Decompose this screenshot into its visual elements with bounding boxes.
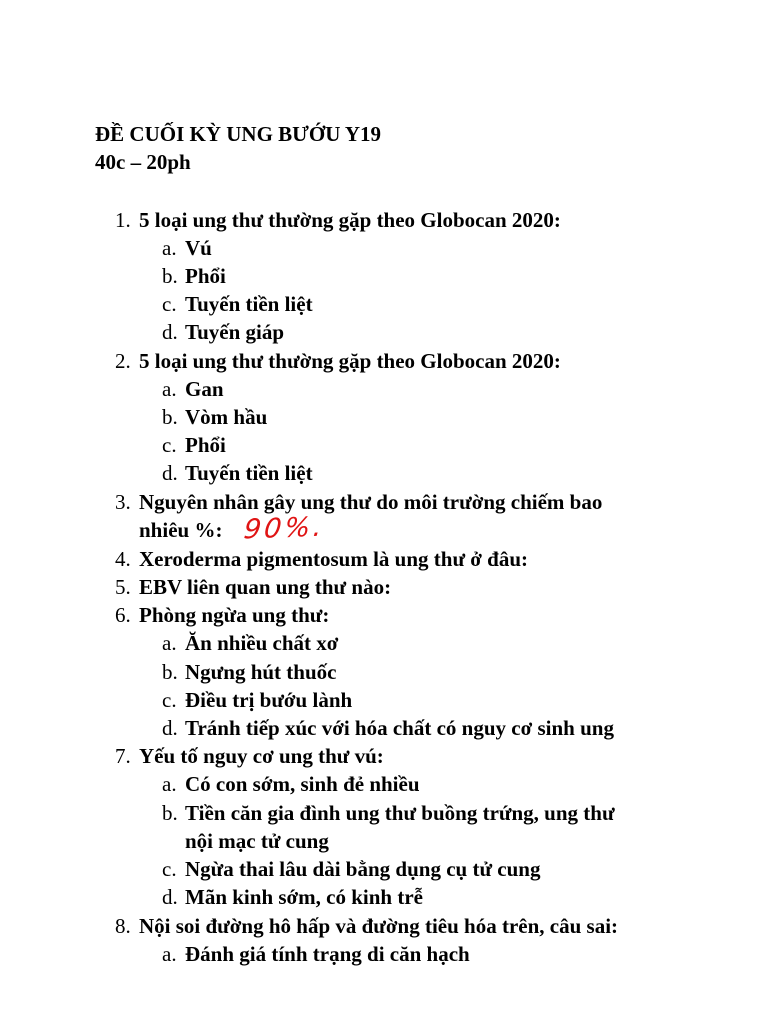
option-letter: c.	[162, 433, 177, 457]
exam-title: ĐỀ CUỐI KỲ UNG BƯỚU Y19	[95, 122, 382, 146]
option	[162, 799, 615, 827]
question-number: 3.	[115, 490, 131, 514]
option-text: Phổi	[185, 433, 226, 457]
option	[162, 855, 540, 883]
option-letter: c.	[162, 688, 177, 712]
option-text: Tuyến tiền liệt	[185, 461, 313, 485]
question-text: Nội soi đường hô hấp và đường tiêu hóa trên, câu sai:	[139, 914, 619, 938]
question-7	[115, 742, 384, 770]
option	[162, 714, 614, 742]
option-text: Ngưng hút thuốc	[185, 660, 337, 684]
question-number: 2.	[115, 349, 131, 373]
option	[162, 770, 420, 798]
option-text: Gan	[185, 377, 224, 401]
question-text: 5 loại ung thư thường gặp theo Globocan 2020:	[139, 208, 561, 232]
option-text: Tuyến tiền liệt	[185, 292, 313, 316]
option	[162, 375, 224, 403]
option-text: Tránh tiếp xúc với hóa chất có nguy cơ sinh ung	[185, 716, 614, 740]
option-letter: a.	[162, 942, 177, 966]
question-number: 7.	[115, 744, 131, 768]
option	[162, 459, 313, 487]
option-letter: d.	[162, 461, 178, 485]
question-number: 8.	[115, 914, 131, 938]
option	[162, 290, 313, 318]
question-text: EBV liên quan ung thư nào:	[139, 575, 392, 599]
option-letter: a.	[162, 377, 177, 401]
question-text: 5 loại ung thư thường gặp theo Globocan 2020:	[139, 349, 561, 373]
option	[162, 234, 212, 262]
option-text: Vòm hầu	[185, 405, 268, 429]
question-number: 1.	[115, 208, 131, 232]
question-text: Nguyên nhân gây ung thư do môi trường chiếm bao	[139, 490, 603, 514]
option-letter: b.	[162, 660, 178, 684]
option	[162, 262, 226, 290]
option-text: Mãn kinh sớm, có kinh trễ	[185, 885, 423, 909]
option-text: Tuyến giáp	[185, 320, 285, 344]
option	[162, 658, 336, 686]
option	[162, 318, 284, 346]
question-5	[115, 573, 391, 601]
option-letter: c.	[162, 292, 177, 316]
question-text: Xeroderma pigmentosum là ung thư ở đâu:	[139, 547, 529, 571]
option-text: Tiền căn gia đình ung thư buồng trứng, ung thư	[185, 801, 615, 825]
option	[162, 940, 470, 968]
option-text-continued: nội mạc tử cung	[185, 829, 329, 853]
option	[162, 686, 352, 714]
option	[162, 629, 338, 657]
option-letter: d.	[162, 320, 178, 344]
option-letter: a.	[162, 236, 177, 260]
question-8	[115, 912, 618, 940]
option-letter: b.	[162, 801, 178, 825]
question-2	[115, 347, 561, 375]
question-1	[115, 206, 561, 234]
option-letter: c.	[162, 857, 177, 881]
question-text: Yếu tố nguy cơ ung thư vú:	[139, 744, 384, 768]
question-4	[115, 545, 528, 573]
option	[162, 883, 423, 911]
option-text: Đánh giá tính trạng di căn hạch	[185, 942, 470, 966]
question-6	[115, 601, 329, 629]
exam-subtitle: 40c – 20ph	[95, 150, 191, 174]
question-3	[115, 488, 602, 516]
question-text-continued: nhiêu %:	[139, 518, 223, 542]
option-letter: d.	[162, 885, 178, 909]
option-letter: d.	[162, 716, 178, 740]
question-number: 4.	[115, 547, 131, 571]
option-text: Điều trị bướu lành	[185, 688, 353, 712]
option-letter: a.	[162, 772, 177, 796]
question-number: 5.	[115, 575, 131, 599]
question-number: 6.	[115, 603, 131, 627]
handwritten-answer: 90%.	[242, 511, 327, 546]
question-text: Phòng ngừa ung thư:	[139, 603, 330, 627]
option-text: Có con sớm, sinh đẻ nhiều	[185, 772, 420, 796]
option	[162, 431, 226, 459]
option-letter: b.	[162, 264, 178, 288]
option-letter: b.	[162, 405, 178, 429]
option-text: Ăn nhiều chất xơ	[185, 631, 339, 655]
option-text: Ngừa thai lâu dài bằng dụng cụ tử cung	[185, 857, 541, 881]
option-text: Vú	[185, 236, 212, 260]
option	[162, 403, 267, 431]
option-letter: a.	[162, 631, 177, 655]
option-text: Phổi	[185, 264, 226, 288]
